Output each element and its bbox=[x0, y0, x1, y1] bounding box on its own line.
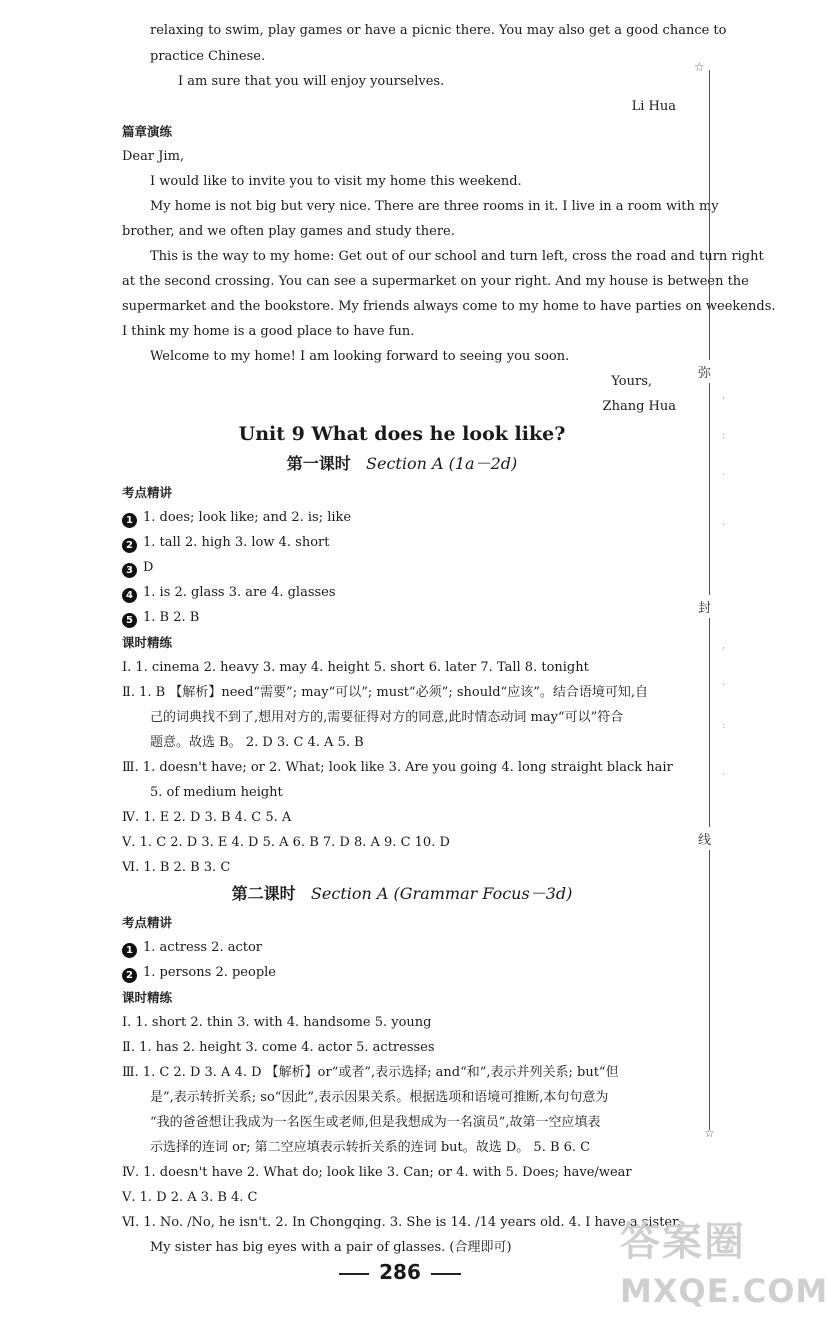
letter1-line: practice Chinese. bbox=[150, 49, 266, 64]
answer-line: 题意。故选 B。 2. D 3. C 4. A 5. B bbox=[150, 735, 364, 750]
page-number-text: 286 bbox=[379, 1260, 421, 1284]
letter2-line: at the second crossing. You can see a supermarket on your right. And my house is between the bbox=[122, 274, 749, 289]
circle-number-icon: 5 bbox=[122, 613, 137, 628]
watermark bbox=[590, 1210, 828, 1320]
margin-tick: , bbox=[722, 390, 726, 401]
lesson1-title bbox=[122, 455, 682, 473]
keshi-heading: 课时精练 bbox=[122, 990, 173, 1005]
lesson2-title-en: Section A (Grammar Focus－3d) bbox=[310, 884, 573, 903]
lesson2-title bbox=[122, 885, 682, 903]
answer-line: My sister has big eyes with a pair of glasses. (合理即可) bbox=[150, 1240, 512, 1255]
answer-line bbox=[122, 609, 199, 628]
letter1-line: relaxing to swim, play games or have a picnic there. You may also get a good chance to bbox=[150, 23, 727, 38]
answer-line: 己的词典找不到了,想用对方的,需要征得对方的同意,此时情态动词 may“可以”符合 bbox=[150, 710, 624, 725]
answer-line: “我的爸爸想让我成为一名医生或老师,但是我想成为一名演员”,故第一空应填表 bbox=[150, 1115, 601, 1130]
margin-tick: : bbox=[722, 720, 726, 731]
letter2-line: supermarket and the bookstore. My friends always come to my home to have parties on weekends. bbox=[122, 299, 776, 314]
margin-tick: : bbox=[722, 430, 726, 441]
answer-line: Ⅳ. 1. doesn't have 2. What do; look like 3. Can; or 4. with 5. Does; have/wear bbox=[122, 1165, 632, 1180]
answer-line: Ⅲ. 1. doesn't have; or 2. What; look like 3. Are you going 4. long straight black hair bbox=[122, 760, 673, 775]
answer-line: 示选择的连词 or; 第二空应填表示转折关系的连词 but。故选 D。 5. B 6. C bbox=[150, 1140, 591, 1155]
watermark-logo: 答案圈 bbox=[620, 1219, 746, 1265]
answer-text: 1. actress 2. actor bbox=[143, 940, 263, 955]
unit-title: Unit 9 What does he look like? bbox=[238, 423, 566, 445]
margin-char-mi: 弥 bbox=[698, 360, 711, 383]
answer-line: 5. of medium height bbox=[150, 785, 283, 800]
answer-line: Ⅰ. 1. short 2. thin 3. with 4. handsome 5. young bbox=[122, 1015, 432, 1030]
margin-tick: · bbox=[722, 520, 726, 531]
letter2-line: My home is not big but very nice. There are three rooms in it. I live in a room with my bbox=[150, 199, 719, 214]
answer-text: D bbox=[143, 560, 154, 575]
answer-line bbox=[122, 964, 276, 983]
letter2-line: This is the way to my home: Get out of our school and turn left, cross the road and turn right bbox=[150, 249, 764, 264]
circle-number-icon: 2 bbox=[122, 538, 137, 553]
lesson1-title-en: Section A (1a－2d) bbox=[366, 454, 518, 473]
answer-line: Ⅰ. 1. cinema 2. heavy 3. may 4. height 5. short 6. later 7. Tall 8. tonight bbox=[122, 660, 589, 675]
answer-line bbox=[122, 534, 329, 553]
section-heading: 篇章演练 bbox=[122, 124, 173, 139]
answer-line: Ⅵ. 1. No. /No, he isn't. 2. In Chongqing. 3. She is 14. /14 years old. 4. I have a sister. bbox=[122, 1215, 682, 1230]
answer-line: Ⅱ. 1. has 2. height 3. come 4. actor 5. actresses bbox=[122, 1040, 435, 1055]
answer-line bbox=[122, 939, 262, 958]
letter2-line: I would like to invite you to visit my home this weekend. bbox=[150, 174, 522, 189]
circle-number-icon: 3 bbox=[122, 563, 137, 578]
watermark-url: MXQE.COM bbox=[620, 1272, 828, 1310]
answer-line bbox=[122, 584, 336, 603]
circle-number-icon: 1 bbox=[122, 513, 137, 528]
letter1-line: I am sure that you will enjoy yourselves. bbox=[178, 74, 445, 89]
answer-line: Ⅲ. 1. C 2. D 3. A 4. D 【解析】or“或者”,表示选择; and“和”,表示并列关系; but“但 bbox=[122, 1065, 619, 1080]
answer-line: Ⅱ. 1. B 【解析】need“需要”; may“可以”; must“必须”; should“应该”。结合语境可知,自 bbox=[122, 685, 648, 700]
kaodian-heading: 考点精讲 bbox=[122, 485, 173, 500]
letter2-closing: Yours, bbox=[611, 374, 652, 389]
star-icon: ☆ bbox=[694, 60, 705, 74]
margin-tick: · bbox=[722, 470, 726, 481]
letter1-signature: Li Hua bbox=[631, 99, 676, 114]
answer-text: 1. tall 2. high 3. low 4. short bbox=[143, 535, 330, 550]
answer-line: Ⅵ. 1. B 2. B 3. C bbox=[122, 860, 231, 875]
margin-tick: · bbox=[722, 680, 726, 691]
letter2-line: Welcome to my home! I am looking forward to seeing you soon. bbox=[150, 349, 570, 364]
margin-char-xian: 线 bbox=[698, 827, 711, 850]
answer-text: 1. does; look like; and 2. is; like bbox=[143, 510, 352, 525]
letter2-line: I think my home is a good place to have fun. bbox=[122, 324, 415, 339]
answer-line: Ⅳ. 1. E 2. D 3. B 4. C 5. A bbox=[122, 810, 292, 825]
answer-text: 1. persons 2. people bbox=[143, 965, 276, 980]
letter2-greeting: Dear Jim, bbox=[122, 149, 185, 164]
lesson2-title-cn: 第二课时 bbox=[231, 884, 296, 903]
lesson1-title-cn: 第一课时 bbox=[286, 454, 351, 473]
margin-char-feng: 封 bbox=[698, 595, 711, 618]
margin-tick: · bbox=[722, 770, 726, 781]
answer-line: Ⅴ. 1. D 2. A 3. B 4. C bbox=[122, 1190, 258, 1205]
circle-number-icon: 1 bbox=[122, 943, 137, 958]
letter2-line: brother, and we often play games and study there. bbox=[122, 224, 455, 239]
answer-line bbox=[122, 559, 153, 578]
letter2-signature: Zhang Hua bbox=[602, 399, 676, 414]
star-icon: ☆ bbox=[704, 1126, 715, 1140]
circle-number-icon: 4 bbox=[122, 588, 137, 603]
answer-line bbox=[122, 509, 351, 528]
answer-text: 1. is 2. glass 3. are 4. glasses bbox=[143, 585, 336, 600]
dash-left bbox=[339, 1273, 369, 1275]
answer-line: Ⅴ. 1. C 2. D 3. E 4. D 5. A 6. B 7. D 8. A 9. C 10. D bbox=[122, 835, 450, 850]
circle-number-icon: 2 bbox=[122, 968, 137, 983]
kaodian-heading: 考点精讲 bbox=[122, 915, 173, 930]
answer-line: 是”,表示转折关系; so“因此”,表示因果关系。根据选项和语境可推断,本句句意为 bbox=[150, 1090, 609, 1105]
answer-text: 1. B 2. B bbox=[143, 610, 200, 625]
dash-right bbox=[431, 1273, 461, 1275]
keshi-heading: 课时精练 bbox=[122, 635, 173, 650]
margin-tick: , bbox=[722, 640, 726, 651]
